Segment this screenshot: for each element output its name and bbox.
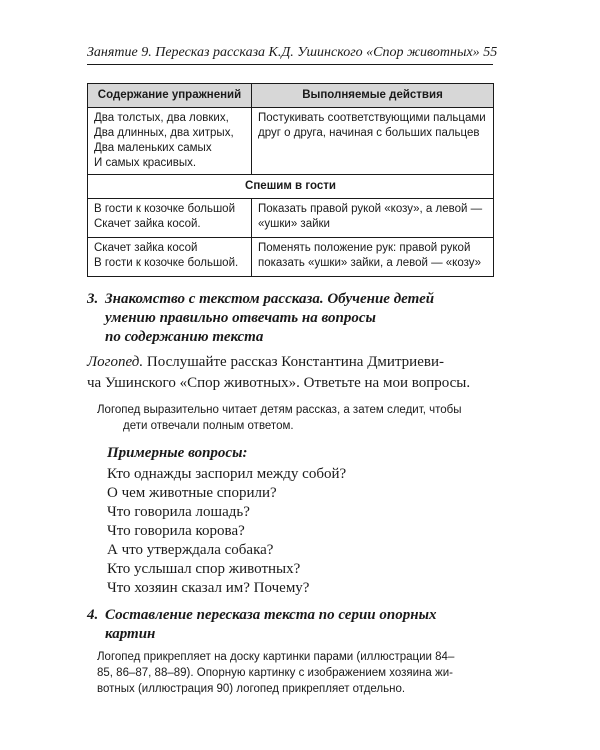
note-line: Логопед прикрепляет на доску картинки парами (иллюстрации 84– [97, 651, 455, 663]
note-line: дети отвечали полным ответом. [123, 420, 294, 432]
table-cell [88, 199, 252, 238]
speech-paragraph [87, 352, 495, 394]
list-item: О чем животные спорили? [107, 485, 277, 501]
table-cell [88, 238, 252, 277]
note-line: 85, 86–87, 88–89). Опорную картинку с изображением хозяина жи- [97, 667, 453, 679]
note-line: вотных (иллюстрация 90) логопед прикрепляет отдельно. [97, 683, 406, 695]
page-number: 55 [483, 45, 498, 60]
speaker-label: Логопед. [87, 354, 144, 370]
list-item: А что утверждала собака? [107, 542, 274, 558]
teacher-note [97, 402, 495, 434]
cell-line: В гости к козочке большой [94, 203, 235, 215]
table-row [88, 199, 494, 238]
cell-line: Показать правой рукой «козу», а левой — [258, 203, 483, 215]
note-line: Логопед выразительно читает детям рассказ, а затем следит, чтобы [97, 404, 462, 416]
table-cell [88, 108, 252, 175]
teacher-note [97, 649, 495, 697]
header-divider [87, 64, 493, 65]
list-item: Что хозяин сказал им? Почему? [107, 580, 310, 596]
table-header-row [88, 84, 494, 108]
cell-line: Скачет зайка косой. [94, 218, 201, 230]
section-4-heading [87, 606, 497, 644]
section-3-heading [87, 290, 497, 347]
paragraph-line: ча Ушинского «Спор животных». Ответьте на мои вопросы. [87, 375, 471, 391]
questions-list [107, 465, 497, 598]
running-header [87, 44, 498, 62]
cell-line: Два толстых, два ловких, [94, 112, 229, 124]
cell-line: В гости к козочке большой. [94, 257, 239, 269]
list-item: Что говорила лошадь? [107, 504, 250, 520]
cell-line: И самых красивых. [94, 157, 197, 169]
table-cell [252, 199, 494, 238]
cell-line: Скачет зайка косой [94, 242, 198, 254]
section-number: 4. [87, 607, 99, 623]
heading-line: умению правильно отвечать на вопросы [105, 310, 376, 326]
heading-line: картин [105, 626, 156, 642]
table-section-title: Спешим в гости [88, 175, 494, 199]
paragraph-line [87, 352, 495, 373]
paragraph-text: Послушайте рассказ Константина Дмитриеви- [143, 354, 444, 370]
running-title: Занятие 9. Пересказ рассказа К.Д. Ушинского «Спор животных» [87, 45, 480, 60]
table-cell [252, 108, 494, 175]
cell-line: «ушки» зайки [258, 218, 330, 230]
cell-line: Поменять положение рук: правой рукой [258, 242, 471, 254]
cell-line: показать «ушки» зайки, а левой — «козу» [258, 257, 482, 269]
table-row [88, 108, 494, 175]
table-col-header: Выполняемые действия [252, 84, 494, 108]
list-item: Кто услышал спор животных? [107, 561, 301, 577]
list-item: Что говорила корова? [107, 523, 245, 539]
table-col-header: Содержание упражнений [88, 84, 252, 108]
cell-line: друг о друга, начиная с больших пальцев [258, 127, 480, 139]
cell-line: Два длинных, два хитрых, [94, 127, 234, 139]
heading-line: по содержанию текста [105, 329, 264, 345]
table-cell [252, 238, 494, 277]
heading-line: Составление пересказа текста по серии опорных [105, 607, 437, 623]
exercise-table [87, 83, 494, 277]
cell-line: Постукивать соответствующими пальцами [258, 112, 486, 124]
heading-line: Знакомство с текстом рассказа. Обучение детей [105, 291, 435, 307]
table-section-row [88, 175, 494, 199]
table-row [88, 238, 494, 277]
section-number: 3. [87, 291, 99, 307]
list-item: Кто однажды заспорил между собой? [107, 466, 347, 482]
questions-heading: Примерные вопросы: [107, 445, 248, 461]
cell-line: Два маленьких самых [94, 142, 212, 154]
